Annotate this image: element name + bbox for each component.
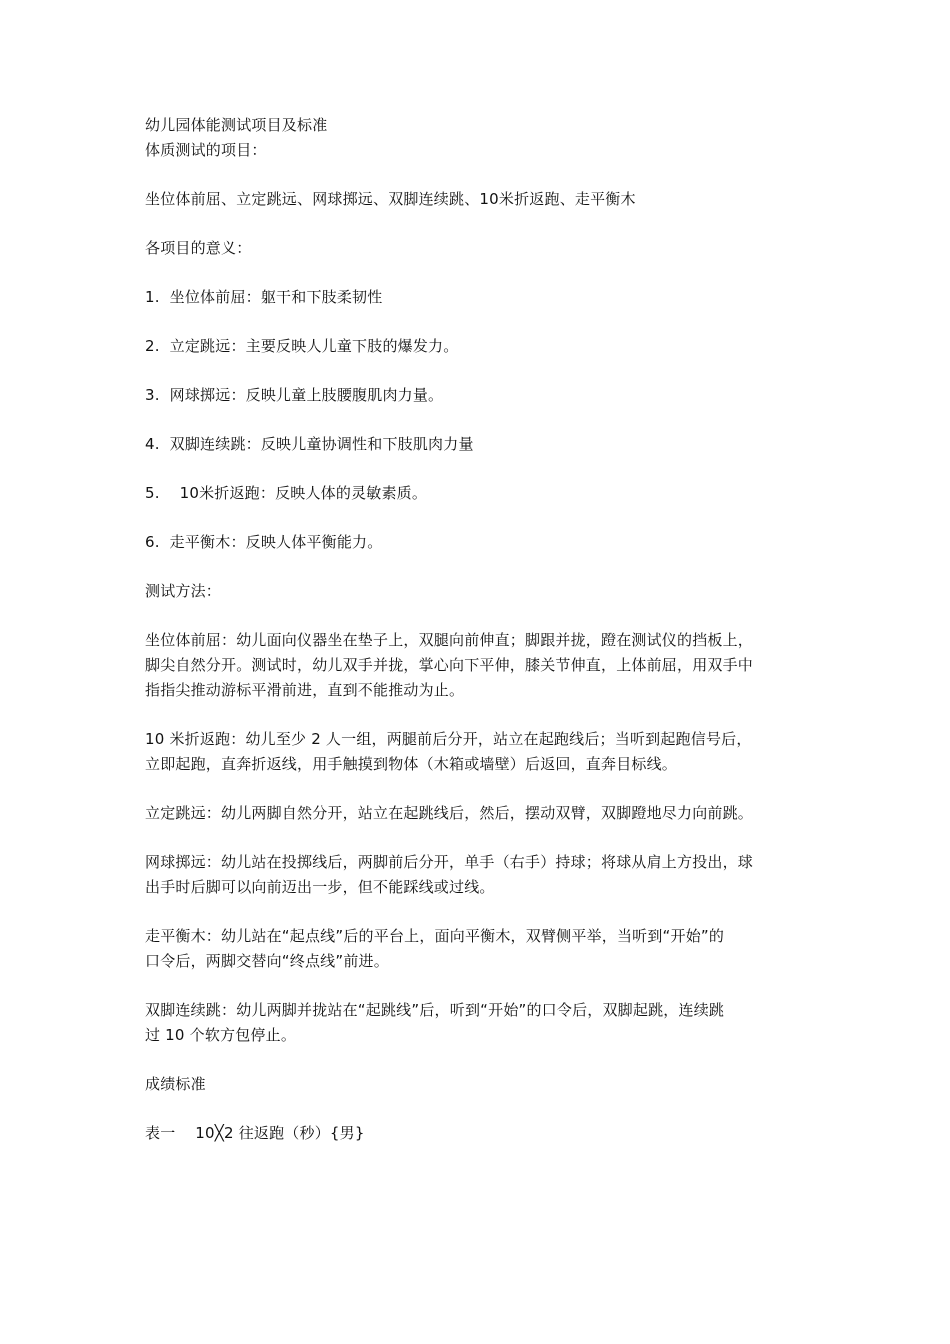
table-caption: 表一 10╳2 往返跑（秒）{男} [145,1124,365,1142]
method-line: 网球掷远：幼儿站在投掷线后，两脚前后分开，单手（右手）持球；将球从肩上方投出，球 [145,853,754,871]
method-line: 过 10 个软方包停止。 [145,1026,297,1044]
meaning-heading: 各项目的意义： [145,239,252,257]
document-body [145,113,810,1146]
method-balance-beam [145,924,810,974]
method-sit-reach [145,628,810,703]
document-title: 幼儿园体能测试项目及标准 [145,116,328,134]
method-line: 口令后，两脚交替向“终点线”前进。 [145,952,389,970]
method-standing-jump [145,801,810,826]
meaning-item-5: 5. 10米折返跑：反映人体的灵敏素质。 [145,484,428,502]
meaning-item-3: 3. 网球掷远：反映儿童上肢腰腹肌肉力量。 [145,386,444,404]
meaning-item-4: 4. 双脚连续跳：反映儿童协调性和下肢肌肉力量 [145,435,474,453]
meaning-item-6: 6. 走平衡木：反映人体平衡能力。 [145,533,383,551]
items-list: 坐位体前屈、立定跳远、网球掷远、双脚连续跳、10米折返跑、走平衡木 [145,190,636,208]
method-line: 走平衡木：幼儿站在“起点线”后的平台上，面向平衡木，双臂侧平举，当听到“开始”的 [145,927,725,945]
method-shuttle-run [145,727,810,777]
method-line: 10 米折返跑：幼儿至少 2 人一组，两腿前后分开，站立在起跑线后；当听到起跑信号后， [145,730,752,748]
score-heading: 成绩标准 [145,1075,206,1093]
method-line: 双脚连续跳：幼儿两脚并拢站在“起跳线”后，听到“开始”的口令后，双脚起跳，连续跳 [145,1001,725,1019]
method-double-jump [145,998,810,1048]
meaning-item-2: 2. 立定跳远：主要反映人儿童下肢的爆发力。 [145,337,459,355]
method-line: 脚尖自然分开。测试时，幼儿双手并拢，掌心向下平伸，膝关节伸直，上体前屈，用双手中 [145,656,754,674]
method-line: 出手时后脚可以向前迈出一步，但不能踩线或过线。 [145,878,495,896]
method-line: 坐位体前屈：幼儿面向仪器坐在垫子上，双腿向前伸直；脚跟并拢，蹬在测试仪的挡板上， [145,631,754,649]
method-line: 立定跳远：幼儿两脚自然分开，站立在起跳线后，然后，摆动双臂，双脚蹬地尽力向前跳。 [145,804,754,822]
method-line: 立即起跑，直奔折返线，用手触摸到物体（木箱或墙壁）后返回，直奔目标线。 [145,755,678,773]
items-heading: 体质测试的项目： [145,141,267,159]
method-heading: 测试方法： [145,582,222,600]
meaning-item-1: 1. 坐位体前屈：躯干和下肢柔韧性 [145,288,383,306]
method-tennis-throw [145,850,810,900]
method-line: 指指尖推动游标平滑前进，直到不能推动为止。 [145,681,465,699]
